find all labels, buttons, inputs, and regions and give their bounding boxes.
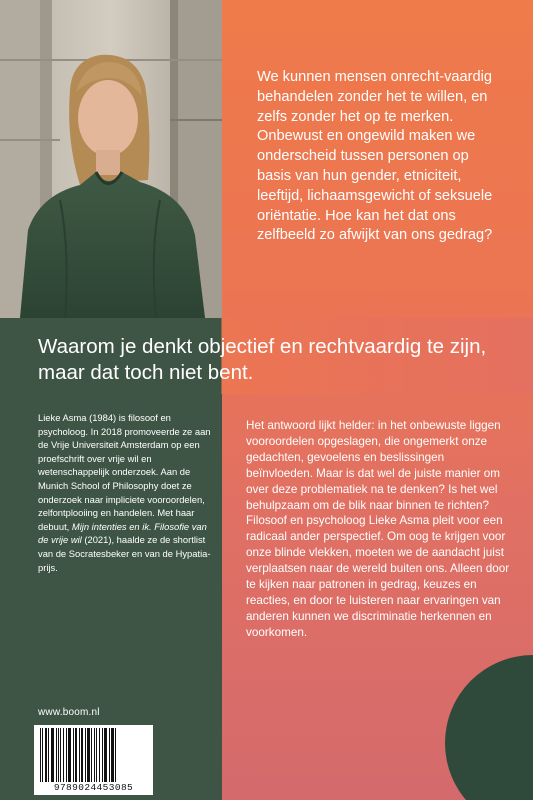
barcode-bar: [109, 728, 110, 782]
author-bio-text: Lieke Asma (1984) is filosoof en psycholoog. In 2018 promoveerde ze aan de Vrije Universiteit Amsterdam op een proefschrift over vrije wil en wetenschappelijk onderzoek. Aan de Munich School of Philosophy doet ze onderzoek naar impliciete vooroordelen, zelfontplooiing en handelen. Met haar debuut,: [38, 412, 211, 532]
intro-text: We kunnen mensen onrecht-vaardig behandelen zonder het te willen, en zelfs zonder het op te merken. Onbewust en ongewild maken we onderscheid tussen personen op basis van hun gender, etniciteit, leeftijd, lichaamsgewicht of seksuele oriëntatie. Hoe kan het dat ons zelfbeeld zo afwijkt van ons gedrag?: [257, 69, 493, 244]
barcode-bar: [115, 728, 116, 782]
barcode-bar: [87, 728, 90, 782]
author-book-title: Mijn intenties en ik. Filosofie van de vrije wil: [38, 520, 207, 546]
publisher-url: www.boom.nl: [38, 707, 100, 718]
barcode-bar: [60, 728, 61, 782]
barcode-bar: [102, 728, 103, 782]
barcode-bar: [79, 728, 80, 782]
barcode-bar: [91, 728, 92, 782]
barcode-bar: [73, 728, 74, 782]
author-photo: [0, 0, 222, 318]
barcode: [34, 725, 153, 795]
barcode-bar: [40, 728, 41, 782]
barcode-bar: [48, 728, 49, 782]
author-bio: [38, 411, 218, 574]
barcode-bar: [58, 728, 59, 782]
isbn-number: 9789024453085: [53, 782, 134, 793]
barcode-bar: [99, 728, 100, 782]
barcode-bar: [51, 728, 54, 782]
decorative-quarter-circle: [430, 640, 533, 800]
barcode-bar: [68, 728, 71, 782]
barcode-bar: [45, 728, 47, 782]
blurb-text: Het antwoord lijkt helder: in het onbewuste liggen vooroordelen opgeslagen, die ongemerkt onze gedachten, gevoelens en beslissingen beïnvloeden. Maar is dat wel de juiste manier om over deze problematiek na te denken? Is het wel behulpzaam om de blik naar binnen te richten? Filosoof en psycholoog Lieke Asma pleit voor een radicaal ander perspectief. Om oog te krijgen voor onze blinde vlekken, moeten we de aandacht juist verplaatsen naar de wereld buiten ons. Alleen door te kijken naar patronen in gedrag, keuzes en reacties, en door te luisteren naar ervaringen van anderen kunnen we discriminatie herkennen en voorkomen.: [246, 419, 510, 639]
author-bio-text-end: (2021), haalde ze de shortlist van de Socratesbeker en van de Hypatia-prijs.: [38, 534, 211, 573]
barcode-bar: [94, 728, 95, 782]
barcode-bar: [63, 728, 64, 782]
barcode-bars: [38, 728, 149, 782]
barcode-bar: [66, 728, 67, 782]
barcode-bar: [42, 728, 43, 782]
barcode-bar: [56, 728, 57, 782]
barcode-bar: [104, 728, 107, 782]
barcode-bar: [96, 728, 97, 782]
barcode-bar: [85, 728, 86, 782]
barcode-bar: [111, 728, 114, 782]
barcode-bar: [75, 728, 77, 782]
barcode-bar: [81, 728, 83, 782]
tagline: Waarom je denkt objectief en rechtvaardig te zijn, maar dat toch niet bent.: [38, 335, 487, 384]
